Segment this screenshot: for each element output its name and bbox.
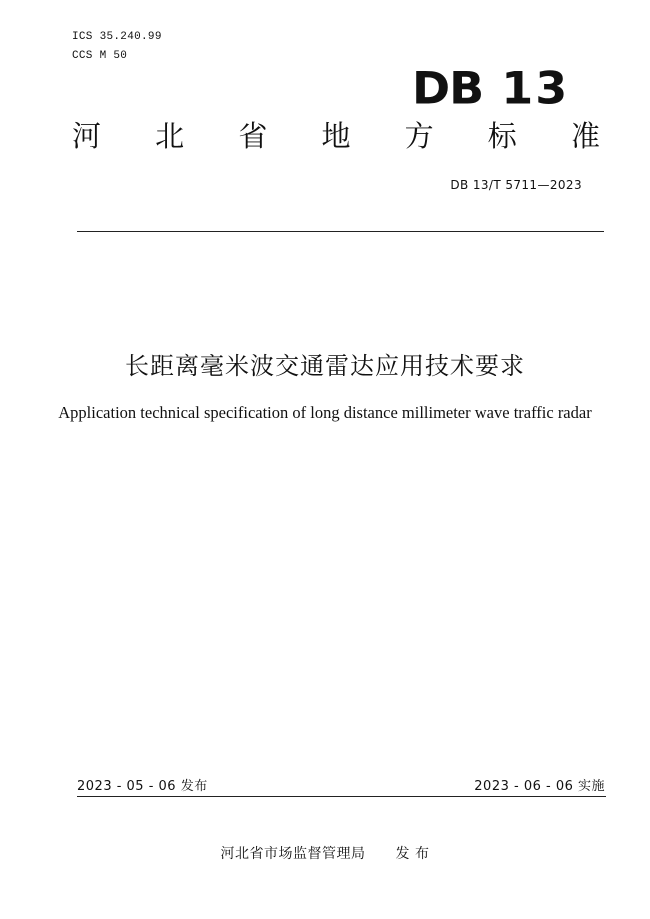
standard-category [72, 119, 600, 153]
bottom-divider [77, 796, 606, 797]
category-char: 河 [72, 119, 102, 153]
top-divider [77, 231, 604, 232]
category-char: 标 [487, 119, 517, 153]
logo-db-text: DB [412, 62, 484, 114]
category-char: 省 [238, 119, 268, 153]
category-char: 准 [570, 119, 600, 153]
publisher-name: 河北省市场监督管理局 [220, 846, 366, 862]
ccs-code: CCS M 50 [72, 50, 128, 62]
category-char: 地 [321, 119, 351, 153]
publisher-line [0, 843, 650, 863]
title-english: Application technical specification of long distance millimeter wave traffic radar [58, 403, 592, 422]
publish-label: 发 布 [395, 846, 430, 862]
title-chinese: 长距离毫米波交通雷达应用技术要求 [125, 352, 525, 380]
effective-date: 2023 - 06 - 06 实施 [474, 779, 605, 794]
db13-logo [412, 62, 570, 114]
logo-number-text: 13 [501, 62, 570, 114]
category-char: 北 [155, 119, 185, 153]
standard-number: DB 13/T 5711—2023 [450, 178, 582, 192]
ics-code: ICS 35.240.99 [72, 31, 162, 43]
issue-date: 2023 - 05 - 06 发布 [77, 779, 208, 794]
category-char: 方 [404, 119, 434, 153]
